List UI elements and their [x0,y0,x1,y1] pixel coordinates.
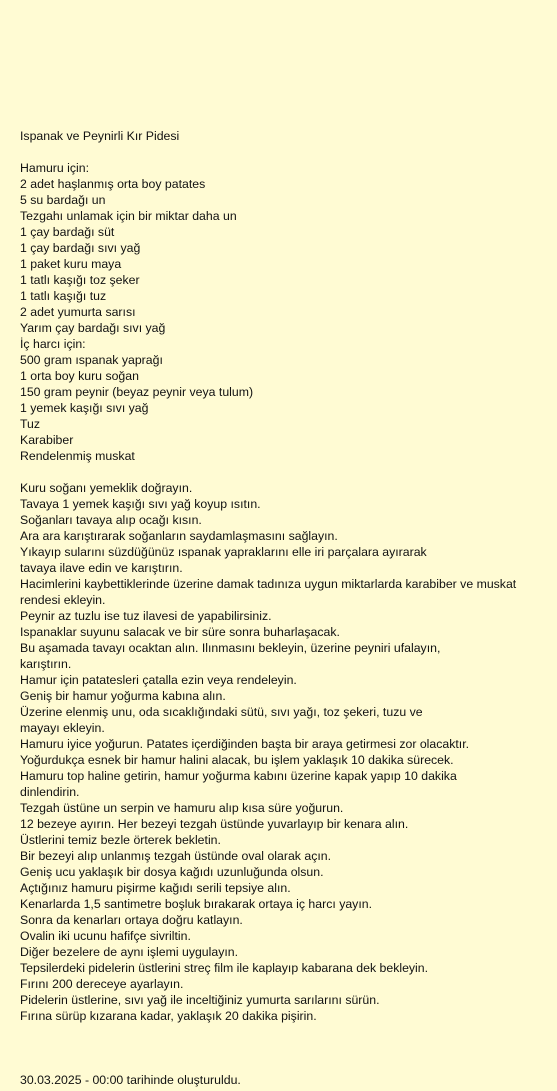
instruction-line: Hacimlerini kaybettiklerinde üzerine damak tadınıza uygun miktarlarda karabiber ve muskat [20,577,517,591]
instruction-line: Peynir az tuzlu ise tuz ilavesi de yapabilirsiniz. [20,609,272,623]
ingredient-line: 1 tatlı kaşığı tuz [20,289,107,303]
instruction-line: Ovalin iki ucunu hafifçe sivriltin. [20,929,191,943]
instruction-line: tavaya ilave edin ve karıştırın. [20,561,183,575]
spacer [20,464,540,480]
instruction-line: mayayı ekleyin. [20,721,105,735]
ingredient-line: Tuz [20,417,41,431]
instructions-list [20,480,540,1024]
ingredient-line: İç harcı için: [20,337,86,351]
instruction-line: dinlendirin. [20,785,80,799]
instruction-line: Tepsilerdeki pidelerin üstlerini streç film ile kaplayıp kabarana dek bekleyin. [20,961,429,975]
instruction-line: Üstlerini temiz bezle örterek bekletin. [20,833,221,847]
instruction-line: Ispanaklar suyunu salacak ve bir süre sonra buharlaşacak. [20,625,340,639]
ingredient-line: Yarım çay bardağı sıvı yağ [20,321,166,335]
ingredient-line: 1 tatlı kaşığı toz şeker [20,273,140,287]
instruction-line: Tezgah üstüne un serpin ve hamuru alıp kısa süre yoğurun. [20,801,344,815]
ingredient-line: 1 orta boy kuru soğan [20,369,139,383]
instruction-line: Bir bezeyi alıp unlanmış tezgah üstünde oval olarak açın. [20,849,332,863]
ingredient-line: 1 çay bardağı süt [20,225,115,239]
ingredient-line: 500 gram ıspanak yaprağı [20,353,163,367]
ingredient-line: 150 gram peynir (beyaz peynir veya tulum) [20,385,254,399]
instruction-line: Geniş ucu yaklaşık bir dosya kağıdı uzunluğunda olsun. [20,865,324,879]
recipe-document [20,128,540,1024]
ingredient-line: 1 yemek kaşığı sıvı yağ [20,401,149,415]
ingredient-line: Rendelenmiş muskat [20,449,135,463]
instruction-line: Hamur için patatesleri çatalla ezin veya rendeleyin. [20,673,297,687]
instruction-line: karıştırın. [20,657,72,671]
instruction-line: Tavaya 1 yemek kaşığı sıvı yağ koyup ısıtın. [20,497,261,511]
ingredient-line: 2 adet haşlanmış orta boy patates [20,177,206,191]
ingredient-line: Hamuru için: [20,161,90,175]
ingredient-line: 1 çay bardağı sıvı yağ [20,241,141,255]
ingredient-line: 2 adet yumurta sarısı [20,305,136,319]
instruction-line: Yoğurdukça esnek bir hamur halini alacak, bu işlem yaklaşık 10 dakika sürecek. [20,753,454,767]
instruction-line: Soğanları tavaya alıp ocağı kısın. [20,513,202,527]
ingredient-line: Tezgahı unlamak için bir miktar daha un [20,209,237,223]
instruction-line: Bu aşamada tavayı ocaktan alın. Ilınmasını bekleyin, üzerine peyniri ufalayın, [20,641,441,655]
instruction-line: Sonra da kenarları ortaya doğru katlayın. [20,913,243,927]
instruction-line: 12 bezeye ayırın. Her bezeyi tezgah üstünde yuvarlayıp bir kenara alın. [20,817,409,831]
ingredient-line: 5 su bardağı un [20,193,106,207]
instruction-line: Fırını 200 dereceye ayarlayın. [20,977,184,991]
ingredients-list [20,160,540,464]
spacer [20,144,540,160]
instruction-line: Hamuru iyice yoğurun. Patates içerdiğinden başta bir araya getirmesi zor olacaktır. [20,737,470,751]
instruction-line: Açtığınız hamuru pişirme kağıdı serili tepsiye alın. [20,881,291,895]
instruction-line: Hamuru top haline getirin, hamur yoğurma kabını üzerine kapak yapıp 10 dakika [20,769,457,783]
instruction-line: Ara ara karıştırarak soğanların saydamlaşmasını sağlayın. [20,529,338,543]
ingredient-line: Karabiber [20,433,74,447]
instruction-line: Kenarlarda 1,5 santimetre boşluk bırakarak ortaya iç harcı yayın. [20,897,372,911]
instruction-line: Diğer bezelere de aynı işlemi uygulayın. [20,945,239,959]
created-timestamp: 30.03.2025 - 00:00 tarihinde oluşturuldu. [20,1073,241,1087]
instruction-line: Pidelerin üstlerine, sıvı yağ ile inceltiğiniz yumurta sarılarını sürün. [20,993,380,1007]
instruction-line: Kuru soğanı yemeklik doğrayın. [20,481,193,495]
instruction-line: Üzerine elenmiş unu, oda sıcaklığındaki sütü, sıvı yağı, toz şekeri, tuzu ve [20,705,423,719]
instruction-line: Yıkayıp sularını süzdüğünüz ıspanak yapraklarını elle iri parçalara ayırarak [20,545,427,559]
ingredient-line: 1 paket kuru maya [20,257,122,271]
instruction-line: Geniş bir hamur yoğurma kabına alın. [20,689,226,703]
recipe-title: Ispanak ve Peynirli Kır Pidesi [20,129,180,143]
instruction-line: rendesi ekleyin. [20,593,106,607]
instruction-line: Fırına sürüp kızarana kadar, yaklaşık 20 dakika pişirin. [20,1009,317,1023]
